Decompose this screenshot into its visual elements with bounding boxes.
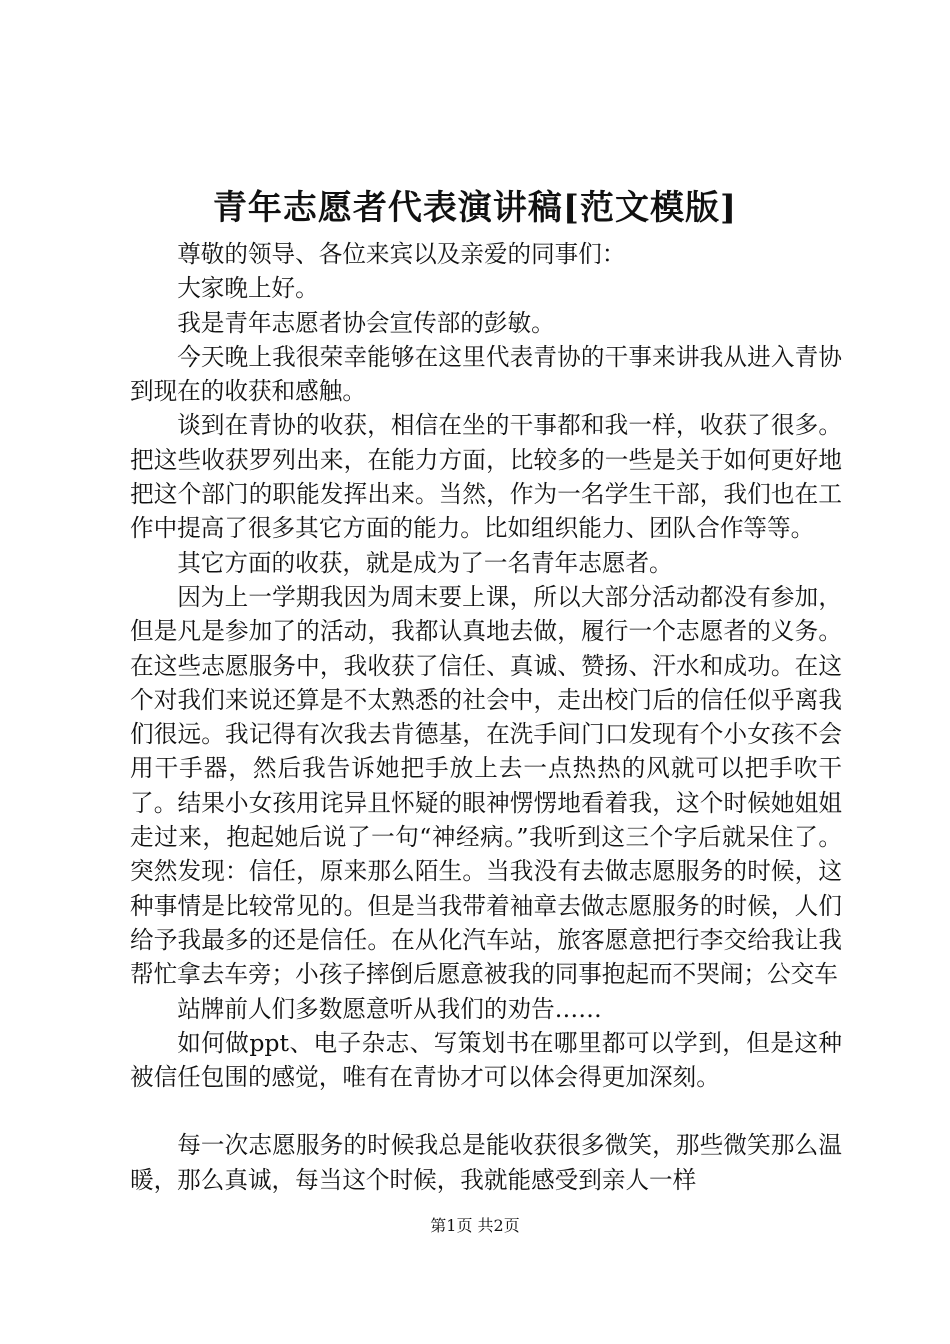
document-body [130, 237, 842, 1197]
paragraph: 尊敬的领导、各位来宾以及亲爱的同事们： [177, 240, 626, 268]
paragraph: 因为上一学期我因为周末要上课，所以大部分活动都没有参加，但是凡是参加了的活动，我都认真地去做，履行一个志愿者的义务。在这些志愿服务中，我收获了信任、真诚、赞扬、汗水和成功。在这个对我们来说还算是不太熟悉的社会中，走出校门后的信任似乎离我们很远。我记得有次我去肯德基，在洗手间门口发现有个小女孩不会用干手器，然后我告诉她把手放上去一点热热的风就可以把手吹干了。结果小女孩用诧异且怀疑的眼神愣愣地看着我，这个时候她姐姐走过来，抱起她后说了一句“神经病。”我听到这三个字后就呆住了。突然发现：信任，原来那么陌生。当我没有去做志愿服务的时候，这种事情是比较常见的。但是当我带着袖章去做志愿服务的时候，人们给予我最多的还是信任。在从化汽车站，旅客愿意把行李交给我让我帮忙拿去车旁；小孩子摔倒后愿意被我的同事抱起而不哭闹；公交车 [130, 582, 842, 989]
paragraph: 站牌前人们多数愿意听从我们的劝告…… [177, 994, 602, 1023]
paragraph: 每一次志愿服务的时候我总是能收获很多微笑，那些微笑那么温暖，那么真诚，每当这个时候，我就能感受到亲人一样 [130, 1131, 842, 1194]
paragraph: 我是青年志愿者协会宣传部的彭敏。 [177, 308, 555, 337]
paragraph: 大家晚上好。 [177, 274, 319, 303]
paragraph: 其它方面的收获，就是成为了一名青年志愿者。 [177, 548, 673, 577]
paragraph: 如何做ppt、电子杂志、写策划书在哪里都可以学到，但是这种被信任包围的感觉，唯有在青协才可以体会得更加深刻。 [130, 1028, 842, 1092]
paragraph: 今天晚上我很荣幸能够在这里代表青协的干事来讲我从进入青协到现在的收获和感触。 [130, 342, 842, 406]
page-footer: 第1页 共2页 [430, 1216, 520, 1235]
document-title: 青年志愿者代表演讲稿[范文模版] [212, 188, 738, 228]
paragraph: 谈到在青协的收获，相信在坐的干事都和我一样，收获了很多。把这些收获罗列出来，在能力方面，比较多的一些是关于如何更好地把这个部门的职能发挥出来。当然，作为一名学生干部，我们也在工作中提高了很多其它方面的能力。比如组织能力、团队合作等等。 [130, 411, 842, 543]
